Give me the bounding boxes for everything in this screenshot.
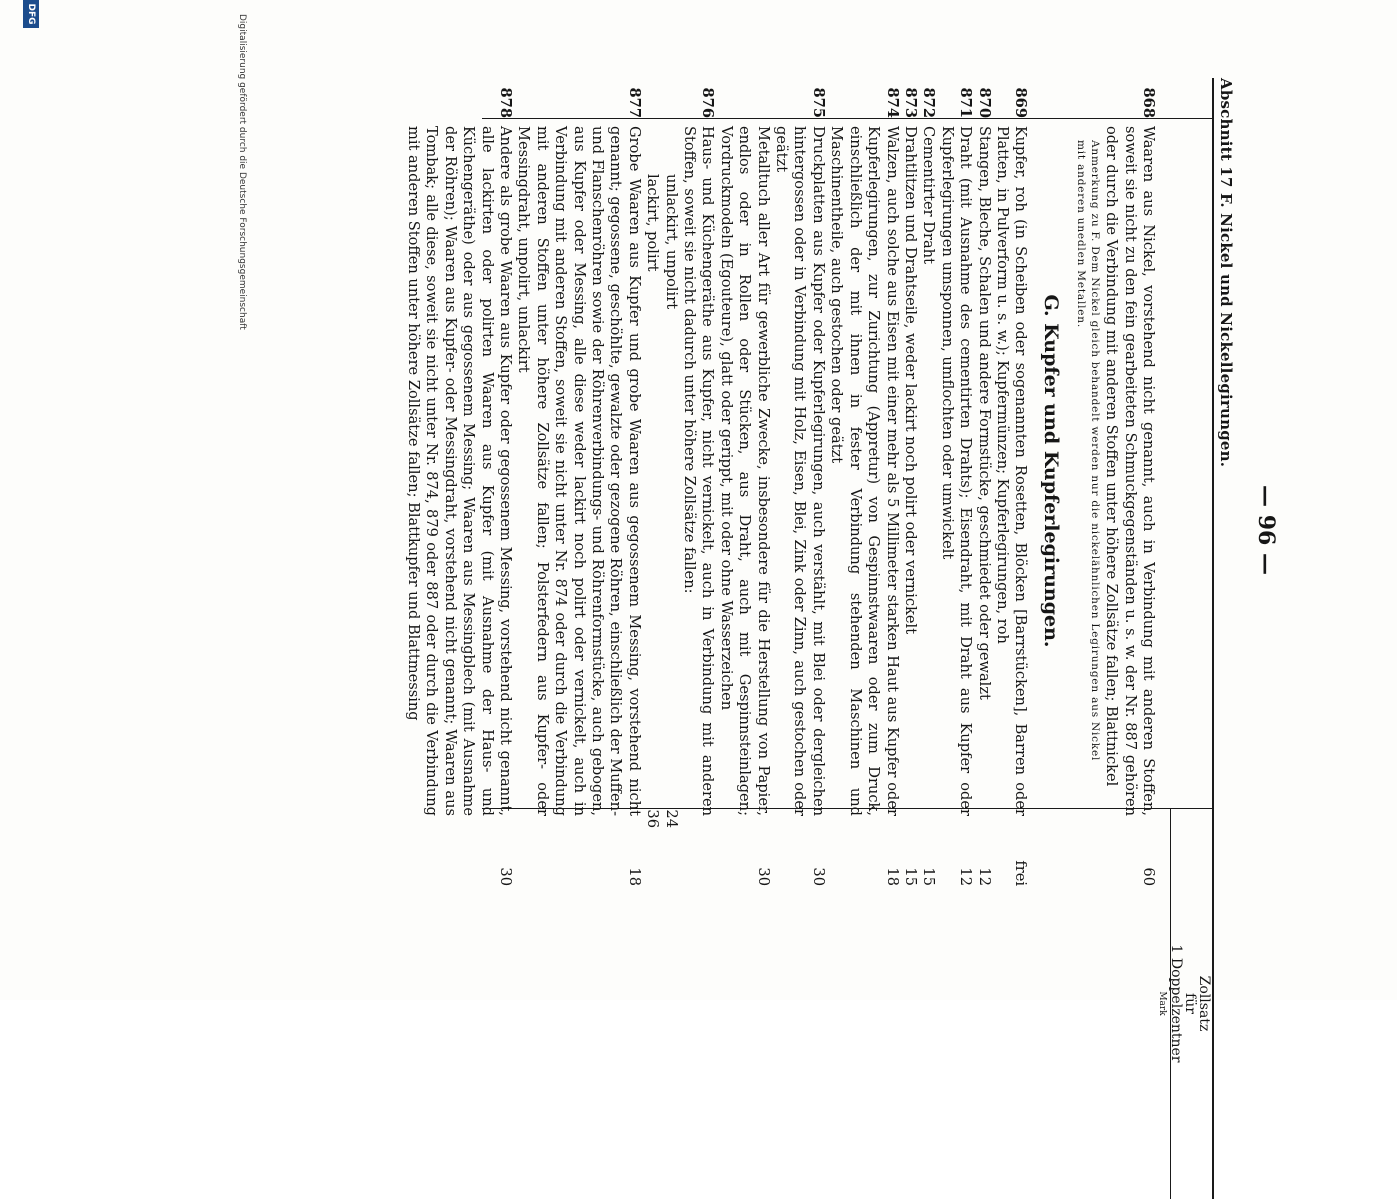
rate-column-header	[1157, 808, 1212, 1199]
tariff-row	[919, 78, 937, 1199]
rate-header-line2: für	[1182, 993, 1198, 1014]
tariff-number: 876	[699, 87, 717, 118]
tariff-description: Grobe Waaren aus Kupfer und grobe Waaren aus gegossenem Messing, vorstehend nicht genannt; gegossene, geschöhlte, gewalzte oder gezogene Röhren, einschließlich der Muffen- und Flanschenröhren sowie der Röhrenverbindungs- und Röhrenformstücke, auch gebogen, aus Kupfer oder Messing, alle diese weder lackirt noch polirt oder vernickelt, auch in Verbindung mit anderen Stoffen, soweit sie nicht unter Nr. 874 oder durch die Verbindung mit anderen Stoffen unter höhere Zollsätze fallen; Polsterfedern aus Kupfer- oder Messingdraht, unpolirt, unlackirt	[515, 126, 643, 816]
tariff-row	[974, 78, 992, 1199]
tariff-description: Haus- und Küchengeräthe aus Kupfer, nicht vernickelt, auch in Verbindung mit anderen Stoffen, soweit sie nicht dadurch unter höhere Zollsätze fallen:	[681, 126, 717, 816]
tariff-rate: 60	[1140, 867, 1157, 886]
rate-header-unit: Mark	[1157, 991, 1167, 1016]
tariff-row	[827, 78, 901, 1199]
tariff-description: Cementirter Draht	[920, 126, 938, 264]
rate-header-line1: Zollsatz	[1196, 975, 1212, 1032]
tariff-number: 871	[957, 87, 975, 118]
tariff-description: Drahtlitzen und Drahtseile, weder lackirt noch polirt oder vernickelt	[901, 126, 919, 635]
tariff-description: Waaren aus Nickel, vorstehend nicht genannt, auch in Verbindung mit anderen Stoffen, soweit sie nicht zu den fein gearbeiteten Schmuckgegenständen u. s. w. der Nr. 887 gehören oder durch die Verbindung mit anderen Stoffen unter höhere Zollsätze fallen; Blattnickel	[1103, 126, 1157, 816]
tariff-rate: 15	[920, 867, 938, 886]
table-top-rule	[1212, 78, 1214, 1199]
dfg-logo: DFG	[23, 0, 39, 28]
tariff-entries	[404, 78, 1157, 1199]
tariff-number: 877	[625, 87, 643, 118]
tariff-row	[661, 78, 679, 1199]
tariff-number	[716, 78, 771, 126]
tariff-rate: 30	[497, 867, 514, 886]
tariff-description: Kupfer, roh (in Scheiben oder sogenannten Rosetten, Blöcken [Barrstücken], Barren oder Platten, in Pulverform u. s. w.); Kupfermünzen; Kupferlegirungen, roh	[993, 126, 1030, 816]
tariff-row	[993, 78, 1030, 1199]
tariff-row	[514, 78, 643, 1199]
tariff-row	[937, 78, 974, 1199]
tariff-rate: 24	[662, 809, 680, 828]
tariff-row	[772, 78, 827, 1199]
tariff-number: 878	[497, 87, 514, 118]
tariff-rate: 18	[625, 867, 643, 886]
tariff-row	[680, 78, 717, 1199]
tariff-description: lackirt, polirt	[644, 174, 662, 272]
tariff-number: 870	[975, 87, 993, 118]
tariff-rate: 15	[901, 867, 919, 886]
tariff-number: 875	[809, 87, 827, 118]
tariff-description: Druckplatten aus Kupfer oder Kupferlegirungen, auch verstählt, mit Blei oder dergleichen hintergossen oder in Verbindung mit Holz, Eisen, Blei, Zink oder Zinn, auch gestochen oder geätzt	[773, 126, 827, 816]
tariff-row	[716, 78, 771, 1199]
tariff-row	[404, 78, 514, 1199]
annotation-note: Anmerkung zu F. Dem Nickel gleich behandelt werden nur die nickelähnlichen Legirungen aus Nickel mit anderen unedlen Metallen.	[1074, 140, 1101, 762]
tariff-row	[1102, 78, 1157, 1199]
tariff-rate: 12	[957, 867, 975, 886]
tariff-rate: 12	[975, 867, 993, 886]
tariff-number: 869	[1012, 87, 1030, 118]
digitization-credit: Digitalisierung gefördert durch die Deutsche Forschungsgemeinschaft	[237, 14, 247, 330]
tariff-rate: 18	[883, 867, 901, 886]
tariff-number: 874	[883, 87, 901, 118]
page-number: — 96 —	[1253, 485, 1279, 575]
tariff-description: Metalltuch aller Art für gewerbliche Zwecke, insbesondere für die Herstellung von Papier, endlos oder in Rollen oder Stücken, aus Draht, auch mit Gespinnsteinlagen; Vordruckmodeln (Egouteure), glatt oder gerippt, mit oder ohne Wasserzeichen	[717, 126, 772, 816]
tariff-rate	[680, 826, 717, 896]
tariff-rate: 36	[644, 809, 662, 828]
tariff-description: Andere als grobe Waaren aus Kupfer oder gegossenem Messing, vorstehend nicht genannt, alle lackirten oder polirten Waaren aus Kupfer (mit Ausnahme der Haus- und Küchengeräthe) oder aus gegossenem Messing; Waaren aus Messingblech (mit Ausnahme der Röhren); Waaren aus Kupfer- oder Messingdraht, vorstehend nicht genannt; Waaren aus Tombak; alle diese, soweit sie nicht unter Nr. 874, 879 oder 887 oder durch die Verbindung mit anderen Stoffen unter höhere Zollsätze fallen; Blattkupfer und Blattmessing	[404, 126, 514, 816]
rate-header-line3: 1 Doppelzentner	[1168, 944, 1184, 1063]
tariff-number: 873	[901, 87, 919, 118]
tariff-rate: frei	[1012, 860, 1030, 886]
tariff-rate: 30	[754, 867, 772, 886]
tariff-row	[901, 78, 919, 1199]
tariff-description: unlackirt, unpolirt	[662, 174, 680, 310]
tariff-description: Walzen, auch solche aus Eisen mit einer mehr als 5 Millimeter starken Haut aus Kupfer oder Kupferlegirungen, zur Zurichtung (Appretur) von Gespinnstwaaren oder zum Druck, einschließlich der mit ihnen in fester Verbindung stehenden Maschinen und Maschinentheile, auch gestochen oder geätzt	[828, 126, 901, 816]
tariff-rate: 30	[809, 867, 827, 886]
section-heading: G. Kupfer und Kupferlegirungen.	[1039, 294, 1062, 648]
tariff-description: Draht (mit Ausnahme des cementirten Drahts); Eisendraht, mit Draht aus Kupfer oder Kupferlegirungen umsponnen, umflochten oder umwickelt	[938, 126, 975, 816]
running-head: Abschnitt 17 F. Nickel und Nickellegirungen.	[1217, 78, 1235, 468]
tariff-number: 868	[1140, 87, 1157, 118]
tariff-number: 872	[920, 87, 938, 118]
tariff-description: Stangen, Bleche, Schalen und andere Formstücke, geschmiedet oder gewalzt	[975, 126, 993, 700]
tariff-row	[643, 78, 661, 1199]
